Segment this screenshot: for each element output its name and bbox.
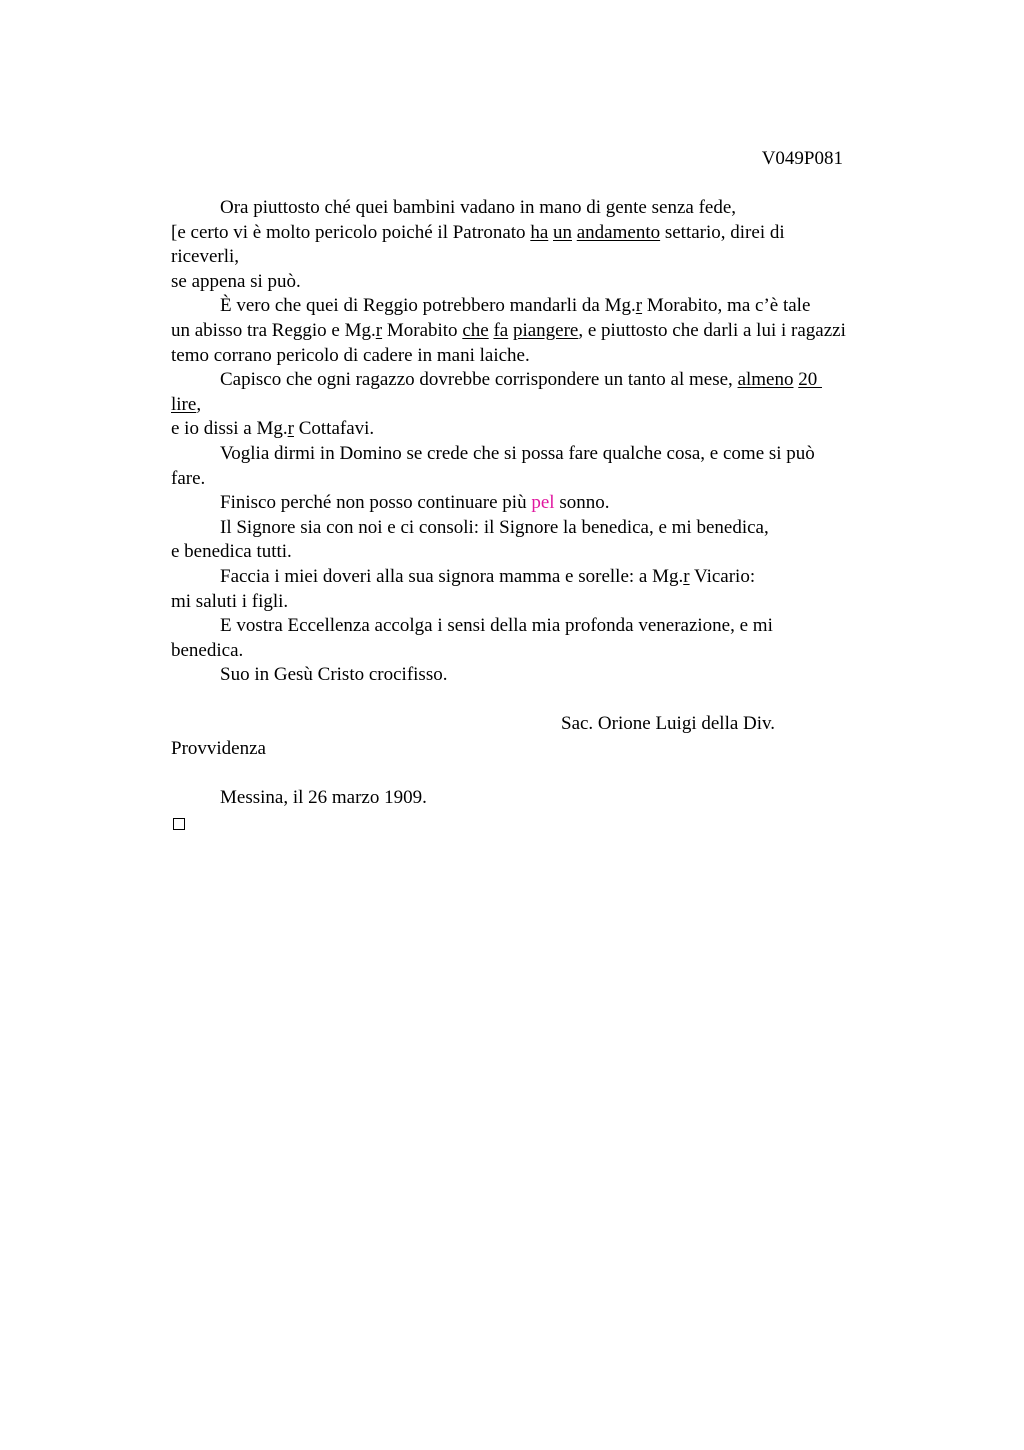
letter-body: [171, 196, 916, 835]
text-run: , e piuttosto che darli a lui i ragazzi: [578, 319, 846, 341]
underlined-word: ha: [530, 221, 549, 243]
underlined-word: che: [462, 319, 489, 341]
underlined-word: andamento: [576, 221, 661, 243]
letter-line: E vostra Eccellenza accolga i sensi della mia profonda venerazione, e mi: [220, 615, 773, 637]
underlined-word: lire: [171, 393, 197, 415]
underlined-word: r: [635, 295, 643, 317]
text-run: Faccia i miei doveri alla sua signora mamma e sorelle: a Mg.: [220, 565, 684, 587]
text-run: Capisco che ogni ragazzo dovrebbe corrispondere un tanto al mese,: [220, 369, 738, 391]
text-run: settario, direi di: [660, 221, 785, 243]
letter-line: Il Signore sia con noi e ci consoli: il Signore la benedica, e mi benedica,: [220, 516, 769, 538]
text-run: Cottafavi.: [293, 418, 375, 440]
underlined-word: almeno: [737, 369, 794, 391]
letter-line: [171, 417, 916, 442]
underlined-word: 20: [798, 369, 822, 391]
place-date: Messina, il 26 marzo 1909.: [220, 787, 427, 809]
letter-line: [171, 491, 916, 516]
letter-line: riceverli,: [171, 246, 240, 268]
letter-line: se appena si può.: [171, 270, 301, 292]
text-run: Finisco perché non posso continuare più: [220, 492, 532, 514]
blank-line: [171, 762, 916, 787]
underlined-word: r: [287, 418, 294, 440]
letter-line: [171, 565, 916, 590]
letter-line: Ora piuttosto ché quei bambini vadano in mano di gente senza fede,: [220, 197, 737, 218]
underlined-word: r: [375, 319, 383, 341]
letter-line: Voglia dirmi in Domino se crede che si possa fare qualche cosa, e come si può: [220, 442, 815, 464]
letter-line: benedica.: [171, 639, 244, 661]
letter-line: [171, 319, 916, 344]
closing-line: Suo in Gesù Cristo crocifisso.: [220, 664, 448, 686]
text-run: È vero che quei di Reggio potrebbero mandarli da Mg.: [220, 295, 636, 317]
letter-line: [171, 221, 916, 246]
highlighted-word: pel: [531, 492, 555, 514]
letter-line: [171, 368, 916, 393]
letter-line: [171, 294, 916, 319]
underlined-word: un: [553, 221, 572, 243]
underlined-word: piangere: [512, 319, 579, 341]
text-run: sonno.: [554, 492, 610, 514]
end-mark: [171, 811, 916, 836]
box-icon: [173, 818, 185, 830]
letter-line: mi saluti i figli.: [171, 590, 289, 612]
underlined-word: r: [683, 565, 690, 587]
text-run: [e certo vi è molto pericolo poiché il Patronato: [171, 221, 531, 243]
blank-line: [171, 688, 916, 713]
signature-line: Sac. Orione Luigi della Div.: [561, 713, 776, 735]
text-run: Vicario:: [689, 565, 756, 587]
letter-line: temo corrano pericolo di cadere in mani laiche.: [171, 344, 530, 366]
letter-line: e benedica tutti.: [171, 541, 292, 563]
text-run: Morabito, ma c’è tale: [642, 295, 811, 317]
signature-line: Provvidenza: [171, 738, 266, 760]
document-code: V049P081: [761, 148, 843, 169]
text-run: ,: [196, 393, 202, 415]
text-run: e io dissi a Mg.: [171, 418, 288, 440]
underlined-word: fa: [493, 319, 509, 341]
letter-line: [171, 393, 916, 418]
letter-line: fare.: [171, 467, 206, 489]
text-run: Morabito: [382, 319, 463, 341]
text-run: un abisso tra Reggio e Mg.: [171, 319, 376, 341]
